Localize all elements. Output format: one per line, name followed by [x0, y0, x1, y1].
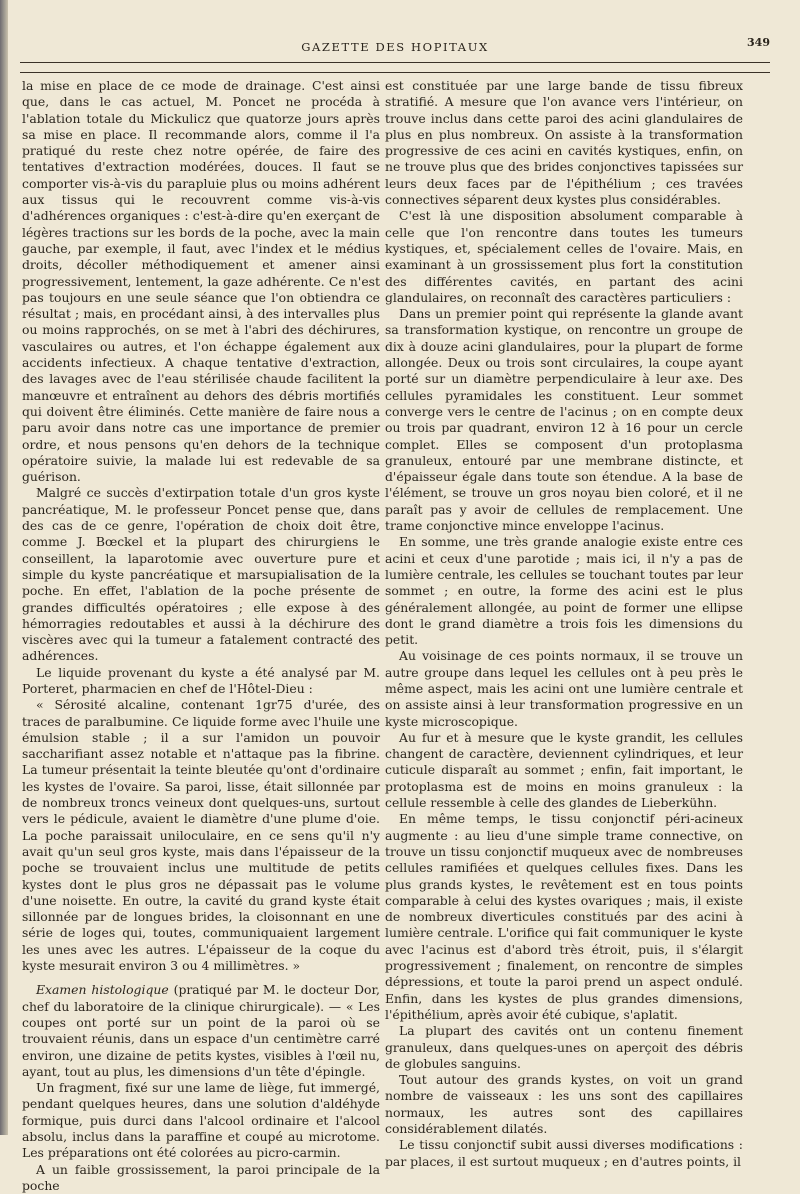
header-double-rule [20, 62, 770, 73]
paragraph: En somme, une très grande analogie existe entre ces acini et ceux d'une parotide ; mais ici, il n'y a pas de lumière centrale, les cellules se touchant toutes par leur sommet ; en outre, la forme des acini est le plus généralement allongée, au point de former une ellipse dont le grand diamètre a trois fois les dimensions du petit. [385, 534, 743, 648]
paragraph: Au voisinage de ces points normaux, il se trouve un autre groupe dans lequel les cellules ont à peu près le même aspect, mais les acini ont une lumière centrale et on assiste ainsi à leur transformation progressive en un kyste microscopique. [385, 648, 743, 729]
right-column [385, 78, 743, 1170]
paragraph: Au fur et à mesure que le kyste grandit, les cellules changent de caractère, deviennent cylindriques, et leur cuticule disparaît au sommet ; enfin, fait important, le protoplasma est de moins en moins granuleux : la cellule ressemble à celle des glandes de Lieberkühn. [385, 729, 743, 811]
paragraph: Le liquide provenant du kyste a été analysé par M. Porteret, pharmacien en chef de l'Hôtel-Dieu : [22, 664, 380, 696]
paragraph: « Sérosité alcaline, contenant 1gr75 d'urée, des traces de paralbumine. Ce liquide forme avec l'huile une émulsion stable ; il a sur l'amidon un pouvoir saccharifiant assez notable et n'attaque pas la fibrine. La tumeur présentait la teinte bleutée qu'ont d'ordinaire les kystes de l'ovaire. Sa paroi, lisse, était sillonnée par de nombreux troncs veineux dont quelques-uns, surtout vers le pédicule, avaient le diamètre d'une plume d'oie. La poche paraissait uniloculaire, en ce sens qu'il n'y avait qu'un seul gros kyste, mais dans l'épaisseur de la poche se trouvaient inclus une multitude de petits kystes dont le plus gros ne dépassait pas le volume d'une noisette. En outre, la cavité du grand kyste était sillonnée par de longues brides, la cloisonnant en une série de loges qui, toutes, communiquaient largement les unes avec les autres. L'épaisseur de la coque du kyste mesurait environ 3 ou 4 millimètres. » [22, 697, 380, 974]
paragraph: Tout autour des grands kystes, on voit un grand nombre de vaisseaux : les uns sont des capillaires normaux, les autres sont des capillaires considérablement dilatés. [385, 1072, 743, 1136]
paragraph: la mise en place de ce mode de drainage. C'est ainsi que, dans le cas actuel, M. Poncet ne procéda à l'ablation totale du Mickulicz que quatorze jours après sa mise en place. Il recommande alors, comme il l'a pratiqué du reste chez notre opérée, de faire des tentatives d'extraction modérées, douces. Il faut se comporter vis-à-vis du parapluie plus ou moins adhérent aux tissus qui le recouvrent comme vis-à-vis d'adhérences organiques : c'est-à-dire qu'en exerçant de légères tractions sur les bords de la poche, avec la main gauche, par exemple, il faut, avec l'index et le médius droits, décoller méthodiquement et amener ainsi progressivement, lentement, la gaze adhérente. Ce n'est pas toujours en une seule séance que l'on obtiendra ce résultat ; mais, en procédant ainsi, à des intervalles plus ou moins rapprochés, on se met à l'abri des déchirures, vasculaires ou autres, et l'on échappe également aux accidents infectieux. A chaque tentative d'extraction, des lavages avec de l'eau stérilisée chaude facilitent la manœuvre et entraînent au dehors des débris mortifiés qui doivent être éliminés. Cette manière de faire nous a paru avoir dans notre cas une importance de premier ordre, et nous pensons qu'en dehors de la technique opératoire suivie, la malade lui est redevable de sa guérison. [22, 78, 380, 485]
page-number: 349 [747, 36, 770, 49]
paragraph-rest: (pratiqué par M. le docteur Dor, chef du laboratoire de la clinique chirurgicale). — « Les coupes ont porté sur un point de la paroi où se trouvaient réunis, dans un espace d'un centimètre carré environ, une dizaine de petits kystes, visibles à l'œil nu, ayant, tout au plus, les dimensions d'un tête d'épingle. [22, 982, 380, 1079]
paragraph: Un fragment, fixé sur une lame de liège, fut immergé, pendant quelques heures, dans une solution d'aldéhyde formique, puis durci dans l'alcool ordinaire et l'alcool absolu, inclus dans la paraffine et coupé au microtome. Les préparations ont été colorées au picro-carmin. [22, 1080, 380, 1161]
paragraph: est constituée par une large bande de tissu fibreux stratifié. A mesure que l'on avance vers l'intérieur, on trouve inclus dans cette paroi des acini glandulaires de plus en plus nombreux. On assiste à la transformation progressive de ces acini en cavités kystiques, enfin, on ne trouve plus que des brides conjonctives tapissées sur leurs deux faces par de l'épithélium ; ces travées connectives séparent deux kystes plus considérables. [385, 78, 743, 208]
paragraph-histology [22, 982, 380, 1080]
paragraph: Le tissu conjonctif subit aussi diverses modifications : par places, il est surtout muqueux ; en d'autres points, il [385, 1137, 743, 1169]
paragraph: La plupart des cavités ont un contenu finement granuleux, dans quelques-unes on aperçoit des débris de globules sanguins. [385, 1023, 743, 1071]
journal-title: GAZETTE DES HOPITAUX [301, 40, 489, 54]
paragraph: En même temps, le tissu conjonctif péri-acineux augmente : au lieu d'une simple trame connective, on trouve un tissu conjonctif muqueux avec de nombreuses cellules ramifiées et quelques cellules fixes. Dans les plus grands kystes, le revêtement est en tous points comparable à celui des kystes ovariques ; mais, il existe de nombreux diverticules constitués par des acini à lumière centrale. L'orifice qui fait communiquer le kyste avec l'acinus est d'abord très étroit, puis, il s'élargit progressivement ; finalement, on rencontre de simples dépressions, et toute la paroi prend un aspect ondulé. Enfin, dans les kystes de plus grandes dimensions, l'épithélium, après avoir été cubique, s'aplatit. [385, 811, 743, 1022]
paragraph: Dans un premier point qui représente la glande avant sa transformation kystique, on rencontre un groupe de dix à douze acini glandulaires, pour la plupart de forme allongée. Deux ou trois sont circulaires, la coupe ayant porté sur un diamètre perpendiculaire à leur axe. Des cellules pyramidales les constituent. Leur sommet converge vers le centre de l'acinus ; on en compte deux ou trois par quadrant, environ 12 à 16 pour un cercle complet. Elles se composent d'un protoplasma granuleux, entouré par une membrane distincte, et d'épaisseur égale dans toute son étendue. A la base de l'élément, se trouve un gros noyau bien coloré, et il ne paraît pas y avoir de cellules de remplacement. Une trame conjonctive mince enveloppe l'acinus. [385, 306, 743, 534]
italic-section-lead: Examen histologique [36, 982, 169, 998]
paragraph: C'est là une disposition absolument comparable à celle que l'on rencontre dans toutes les tumeurs kystiques, et, spécialement celles de l'ovaire. Mais, en examinant à un grossissement plus fort la constitution des différentes cavités, en partant des acini glandulaires, on reconnaît des caractères particuliers : [385, 208, 743, 305]
left-column [22, 78, 380, 1194]
book-binding-edge [0, 0, 8, 1135]
paragraph: Malgré ce succès d'extirpation totale d'un gros kyste pancréatique, M. le professeur Poncet pense que, dans des cas de ce genre, l'opération de choix doit être, comme J. Bœckel et la plupart des chirurgiens le conseillent, la laparotomie avec ouverture pure et simple du kyste pancréatique et marsupialisation de la poche. En effet, l'ablation de la poche présente de grandes difficultés opératoires ; elle expose à des hémorragies redoutables et aussi à la déchirure des viscères avec qui la tumeur a fatalement contracté des adhérences. [22, 485, 380, 664]
paragraph: A un faible grossissement, la paroi principale de la poche [22, 1161, 380, 1193]
running-header [20, 36, 770, 56]
